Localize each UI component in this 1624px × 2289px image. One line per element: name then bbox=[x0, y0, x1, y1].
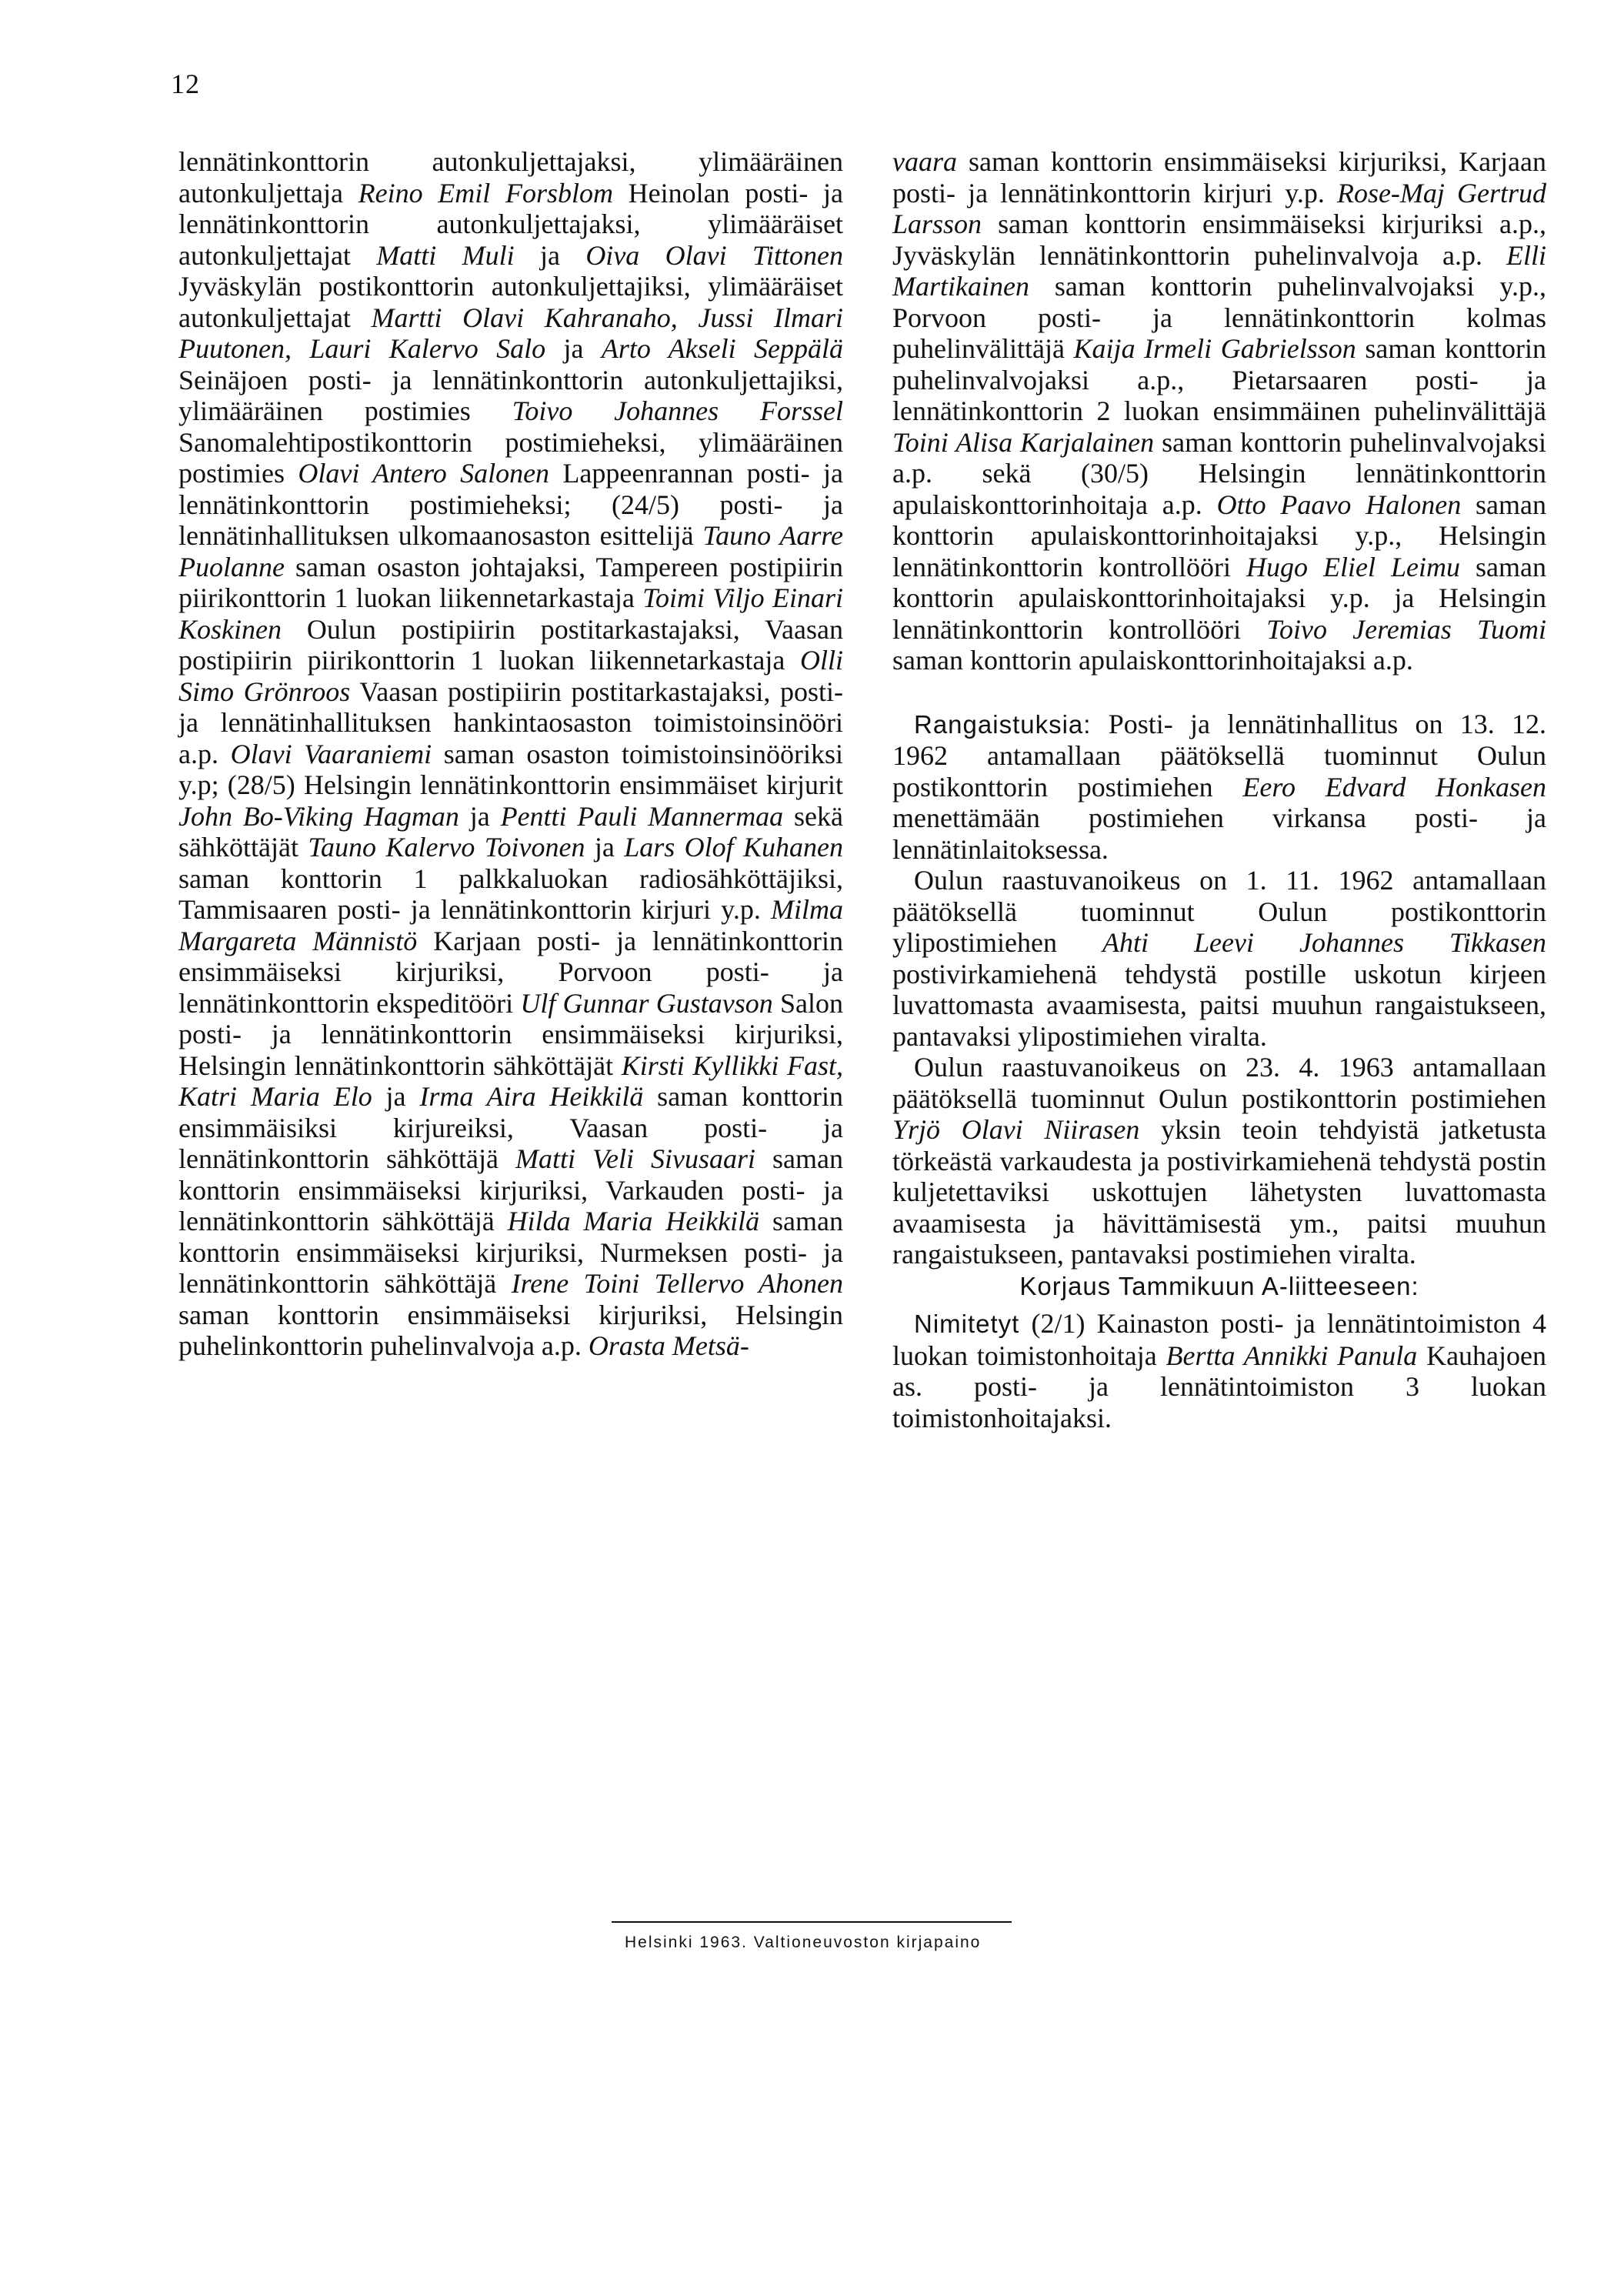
person-name: Milma Margareta Männistö bbox=[178, 894, 843, 956]
person-name: Olavi Antero Salonen bbox=[298, 458, 550, 489]
person-name: Ahti Leevi Johannes Tikkasen bbox=[1102, 927, 1546, 958]
person-name: Arto Akseli Seppälä bbox=[601, 333, 843, 364]
person-name: Olli Simo Grönroos bbox=[178, 645, 843, 707]
paragraph: lennätinkonttorin autonkuljettajaksi, ylimääräinen autonkuljettaja Reino Emil Forsblom Heinolan posti- ja lennätinkonttorin autonkuljettajaksi, ylimääräiset autonkuljettajat Matti Muli ja Oiva Olavi Tittonen Jyväskylän postikonttorin autonkuljettajiksi, ylimääräiset autonkuljettajat Martti Olavi Kahranaho, Jussi Ilmari Puutonen, Lauri Kalervo Salo ja Arto Akseli Seppälä Seinäjoen posti- ja lennätinkonttorin autonkuljettajiksi, ylimääräinen postimies Toivo Johannes Forssel Sanomalehtipostikonttorin postimieheksi, ylimääräinen postimies Olavi Antero Salonen Lappeenrannan posti- ja lennätinkonttorin postimieheksi; (24/5) posti- ja lennätinhallituksen ulkomaanosaston esittelijä Tauno Aarre Puolanne saman osaston johtajaksi, Tampereen postipiirin piirikonttorin 1 luokan liikennetarkastaja Toimi Viljo Einari Koskinen Oulun postipiirin postitarkastajaksi, Vaasan postipiirin piirikonttorin 1 luokan liikennetarkastaja Olli Simo Grönroos Vaasan postipiirin postitarkastajaksi, posti- ja lennätinhallituksen hankintaosaston toimistoinsinööri a.p. Olavi Vaaraniemi saman osaston toimistoinsinööriksi y.p; (28/5) Helsingin lennätinkonttorin ensimmäiset kirjurit John Bo-Viking Hagman ja Pentti Pauli Mannermaa sekä sähköttäjät Tauno Kalervo Toivonen ja Lars Olof Kuhanen saman konttorin 1 palkkaluokan radiosähköttäjiksi, Tammisaaren posti- ja lennätinkonttorin kirjuri y.p. Milma Margareta Männistö Karjaan posti- ja lennätinkonttorin ensimmäiseksi kirjuriksi, Porvoon posti- ja lennätinkonttorin ekspeditööri Ulf Gunnar Gustavson Salon posti- ja lennätinkonttorin ensimmäiseksi kirjuriksi, Helsingin lennätinkonttorin sähköttäjät Kirsti Kyllikki Fast, Katri Maria Elo ja Irma Aira Heikkilä saman konttorin ensimmäisiksi kirjureiksi, Vaasan posti- ja lennätinkonttorin sähköttäjä Matti Veli Sivusaari saman konttorin ensimmäiseksi kirjuriksi, Varkauden posti- ja lennätinkonttorin sähköttäjä Hilda Maria Heikkilä saman konttorin ensimmäiseksi kirjuriksi, Nurmeksen posti- ja lennätinkonttorin sähköttäjä Irene Toini Tellervo Ahonen saman konttorin ensimmäiseksi kirjuriksi, Helsingin puhelinkonttorin puhelinvalvoja a.p. Orasta Metsä- bbox=[178, 146, 844, 1361]
person-name: Eero Edvard Honkasen bbox=[1242, 771, 1547, 802]
paragraph: Nimitetyt (2/1) Kainaston posti- ja lennätintoimiston 4 luokan toimistonhoitaja Bertta Annikki Panula Kauhajoen as. posti- ja lennätintoimiston 3 luokan toimistonhoitajaksi. bbox=[892, 1308, 1547, 1433]
person-name: Rose-Maj Gertrud Larsson bbox=[892, 177, 1546, 239]
person-name: Hilda Maria Heikkilä bbox=[507, 1206, 760, 1236]
person-name: Kaija Irmeli Gabrielsson bbox=[1073, 333, 1356, 364]
person-name: Tauno Kalervo Toivonen bbox=[308, 832, 585, 863]
left-column bbox=[178, 146, 843, 1362]
person-name: vaara bbox=[892, 146, 957, 177]
person-name: Yrjö Olavi Niirasen bbox=[892, 1114, 1140, 1145]
imprint-rule bbox=[612, 1921, 1012, 1923]
person-name: Toini Alisa Karjalainen bbox=[892, 426, 1155, 458]
paragraph: vaara saman konttorin ensimmäiseksi kirjuriksi, Karjaan posti- ja lennätinkonttorin kirjuri y.p. Rose-Maj Gertrud Larsson saman konttorin ensimmäiseksi kirjuriksi a.p., Jyväskylän lennätinkonttorin puhelinvalvoja a.p. Elli Martikainen saman konttorin puhelinvalvojaksi y.p., Porvoon posti- ja lennätinkonttorin kolmas puhelinvälittäjä Kaija Irmeli Gabrielsson saman konttorin puhelinvalvojaksi a.p., Pietarsaaren posti- ja lennätinkonttorin 2 luokan ensimmäinen puhelinvälittäjä Toini Alisa Karjalainen saman konttorin puhelinvalvojaksi a.p. sekä (30/5) Helsingin lennätinkonttorin apulaiskonttorinhoitaja a.p. Otto Paavo Halonen saman konttorin apulaiskonttorinhoitajaksi y.p., Helsingin lennätinkonttorin kontrollööri Hugo Eliel Leimu saman konttorin apulaiskonttorinhoitajaksi y.p. ja Helsingin lennätinkonttorin kontrollööri Toivo Jeremias Tuomi saman konttorin apulaiskonttorinhoitajaksi a.p. bbox=[892, 146, 1547, 676]
person-name: Matti Muli bbox=[376, 239, 515, 271]
person-name: Otto Paavo Halonen bbox=[1216, 489, 1462, 520]
person-name: Ulf Gunnar Gustavson bbox=[520, 987, 773, 1019]
person-name: Olavi Vaaraniemi bbox=[230, 738, 432, 769]
paragraph: Rangaistuksia: Posti- ja lennätinhallitus on 13. 12. 1962 antamallaan päätöksellä tuominnut Oulun postikonttorin postimiehen Eero Edvard Honkasen menettämään postimiehen virkansa posti- ja lennätinlaitoksessa. bbox=[892, 708, 1547, 865]
person-name: Toimi Viljo Einari Koskinen bbox=[178, 582, 843, 645]
person-name: Toivo Johannes Forssel bbox=[512, 395, 843, 426]
person-name: Pentti Pauli Mannermaa bbox=[500, 800, 784, 832]
person-name: Irene Toini Tellervo Ahonen bbox=[511, 1268, 843, 1299]
person-name: Kirsti Kyllikki Fast, Katri Maria Elo bbox=[178, 1049, 843, 1112]
right-column bbox=[892, 146, 1546, 1433]
person-name: Martti Olavi Kahranaho, Jussi Ilmari Puutonen, Lauri Kalervo Salo bbox=[178, 302, 843, 364]
paragraph: Oulun raastuvanoikeus on 1. 11. 1962 antamallaan päätöksellä tuominnut Oulun postikonttorin ylipostimiehen Ahti Leevi Johannes Tikkasen postivirkamiehenä tehdystä postille uskotun kirjeen luvattomasta avaamisesta, paitsi muuhun rangaistukseen, pantavaksi ylipostimiehen viralta. bbox=[892, 865, 1546, 1052]
person-name: Matti Veli Sivusaari bbox=[515, 1143, 755, 1174]
person-name: Toivo Jeremias Tuomi bbox=[1266, 613, 1546, 645]
paragraph bbox=[892, 1270, 1546, 1303]
person-name: Orasta Metsä- bbox=[588, 1330, 749, 1361]
person-name: Oiva Olavi Tittonen bbox=[585, 239, 843, 271]
person-name: Reino Emil Forsblom bbox=[358, 177, 613, 209]
person-name: Lars Olof Kuhanen bbox=[624, 832, 844, 863]
imprint: Helsinki 1963. Valtioneuvoston kirjapaino bbox=[625, 1934, 982, 1951]
section-heading: Nimitetyt bbox=[914, 1310, 1020, 1338]
person-name: Hugo Eliel Leimu bbox=[1246, 551, 1460, 582]
person-name: Irma Aira Heikkilä bbox=[419, 1081, 644, 1112]
paragraph: Oulun raastuvanoikeus on 23. 4. 1963 antamallaan päätöksellä tuominnut Oulun postikonttorin postimiehen Yrjö Olavi Niirasen yksin teoin tehdyistä jatketusta törkeästä varkaudesta ja postivirkamiehenä tehdystä postin kuljetettaviksi uskottujen lähetysten luvattomasta avaamisesta ja hävittämisestä ym., paitsi muuhun rangaistukseen, pantavaksi postimiehen viralta. bbox=[892, 1052, 1547, 1270]
person-name: Tauno Aarre Puolanne bbox=[178, 520, 843, 582]
section-heading: Rangaistuksia: bbox=[914, 709, 1092, 739]
person-name: Bertta Annikki Panula bbox=[1165, 1340, 1418, 1371]
section-heading: Korjaus Tammikuun A-liitteeseen: bbox=[1019, 1271, 1419, 1300]
person-name: John Bo-Viking Hagman bbox=[178, 800, 459, 832]
person-name: Elli Martikainen bbox=[892, 239, 1546, 302]
page-number: 12 bbox=[171, 68, 200, 99]
